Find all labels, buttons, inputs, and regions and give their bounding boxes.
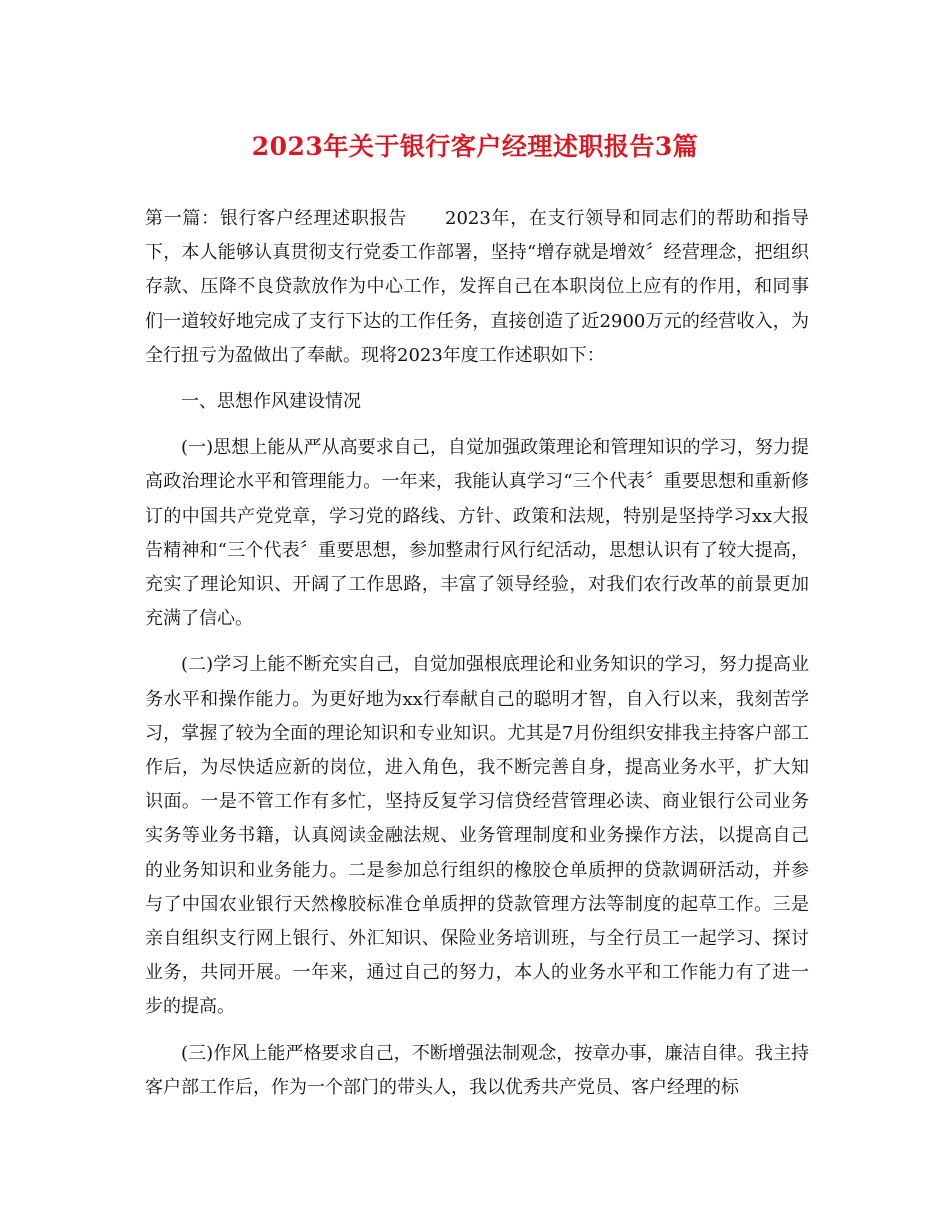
intro-heading: 第一篇：银行客户经理述职报告: [145, 208, 408, 229]
intro-text: 2023年，在支行领导和同志们的帮助和指导下，本人能够认真贯彻支行党委工作部署，坚持“增存就是增效〞经营理念，把组织存款、压降不良贷款放作为中心工作，发挥自己在本职岗位上应有的作用，和同事们一道较好地完成了支行下达的工作任务，直接创造了近2900万元的经营收入，为全行扭亏为盈做出了奉献。现将2023年度工作述职如下：: [145, 208, 810, 366]
section-heading: 一、思想作风建设情况: [181, 391, 361, 413]
paragraph-3: (三)作风上能严格要求自己，不断增强法制观念，按章办事，廉洁自律。我主持客户部工作后，作为一个部门的带头人，我以优秀共产党员、客户经理的标: [145, 1042, 809, 1098]
intro-paragraph: [145, 202, 809, 373]
document-body: [145, 202, 809, 1117]
paragraph-2: (二)学习上能不断充实自己，自觉加强根底理论和业务知识的学习，努力提高业务水平和操作能力。为更好地为xx行奉献自己的聪明才智，自入行以来，我刻苦学习，掌握了较为全面的理论知识和专业知识。尤其是7月份组织安排我主持客户部工作后，为尽快适应新的岗位，进入角色，我不断完善自身，提高业务水平，扩大知识面。一是不管工作有多忙，坚持反复学习信贷经营管理必读、商业银行公司业务实务等业务书籍，认真阅读金融法规、业务管理制度和业务操作方法，以提高自己的业务知识和业务能力。二是参加总行组织的橡胶仓单质押的贷款调研活动，并参与了中国农业银行天然橡胶标准仓单质押的贷款管理方法等制度的起草工作。三是亲自组织支行网上银行、外汇知识、保险业务培训班，与全行员工一起学习、探讨业务，共同开展。一年来，通过自己的努力，本人的业务水平和工作能力有了进一步的提高。: [145, 654, 809, 1018]
paragraph-1: (一)思想上能从严从高要求自己，自觉加强政策理论和管理知识的学习，努力提高政治理论水平和管理能力。一年来，我能认真学习“三个代表〞重要思想和重新修订的中国共产党党章，学习党的路线、方针、政策和法规，特别是坚持学习xx大报告精神和“三个代表〞重要思想，参加整肃行风行纪活动，思想认识有了较大提高，充实了理论知识、开阔了工作思路，丰富了领导经验，对我们农行改革的前景更加充满了信心。: [145, 437, 809, 630]
document-title: 2023年关于银行客户经理述职报告3篇: [251, 132, 699, 161]
